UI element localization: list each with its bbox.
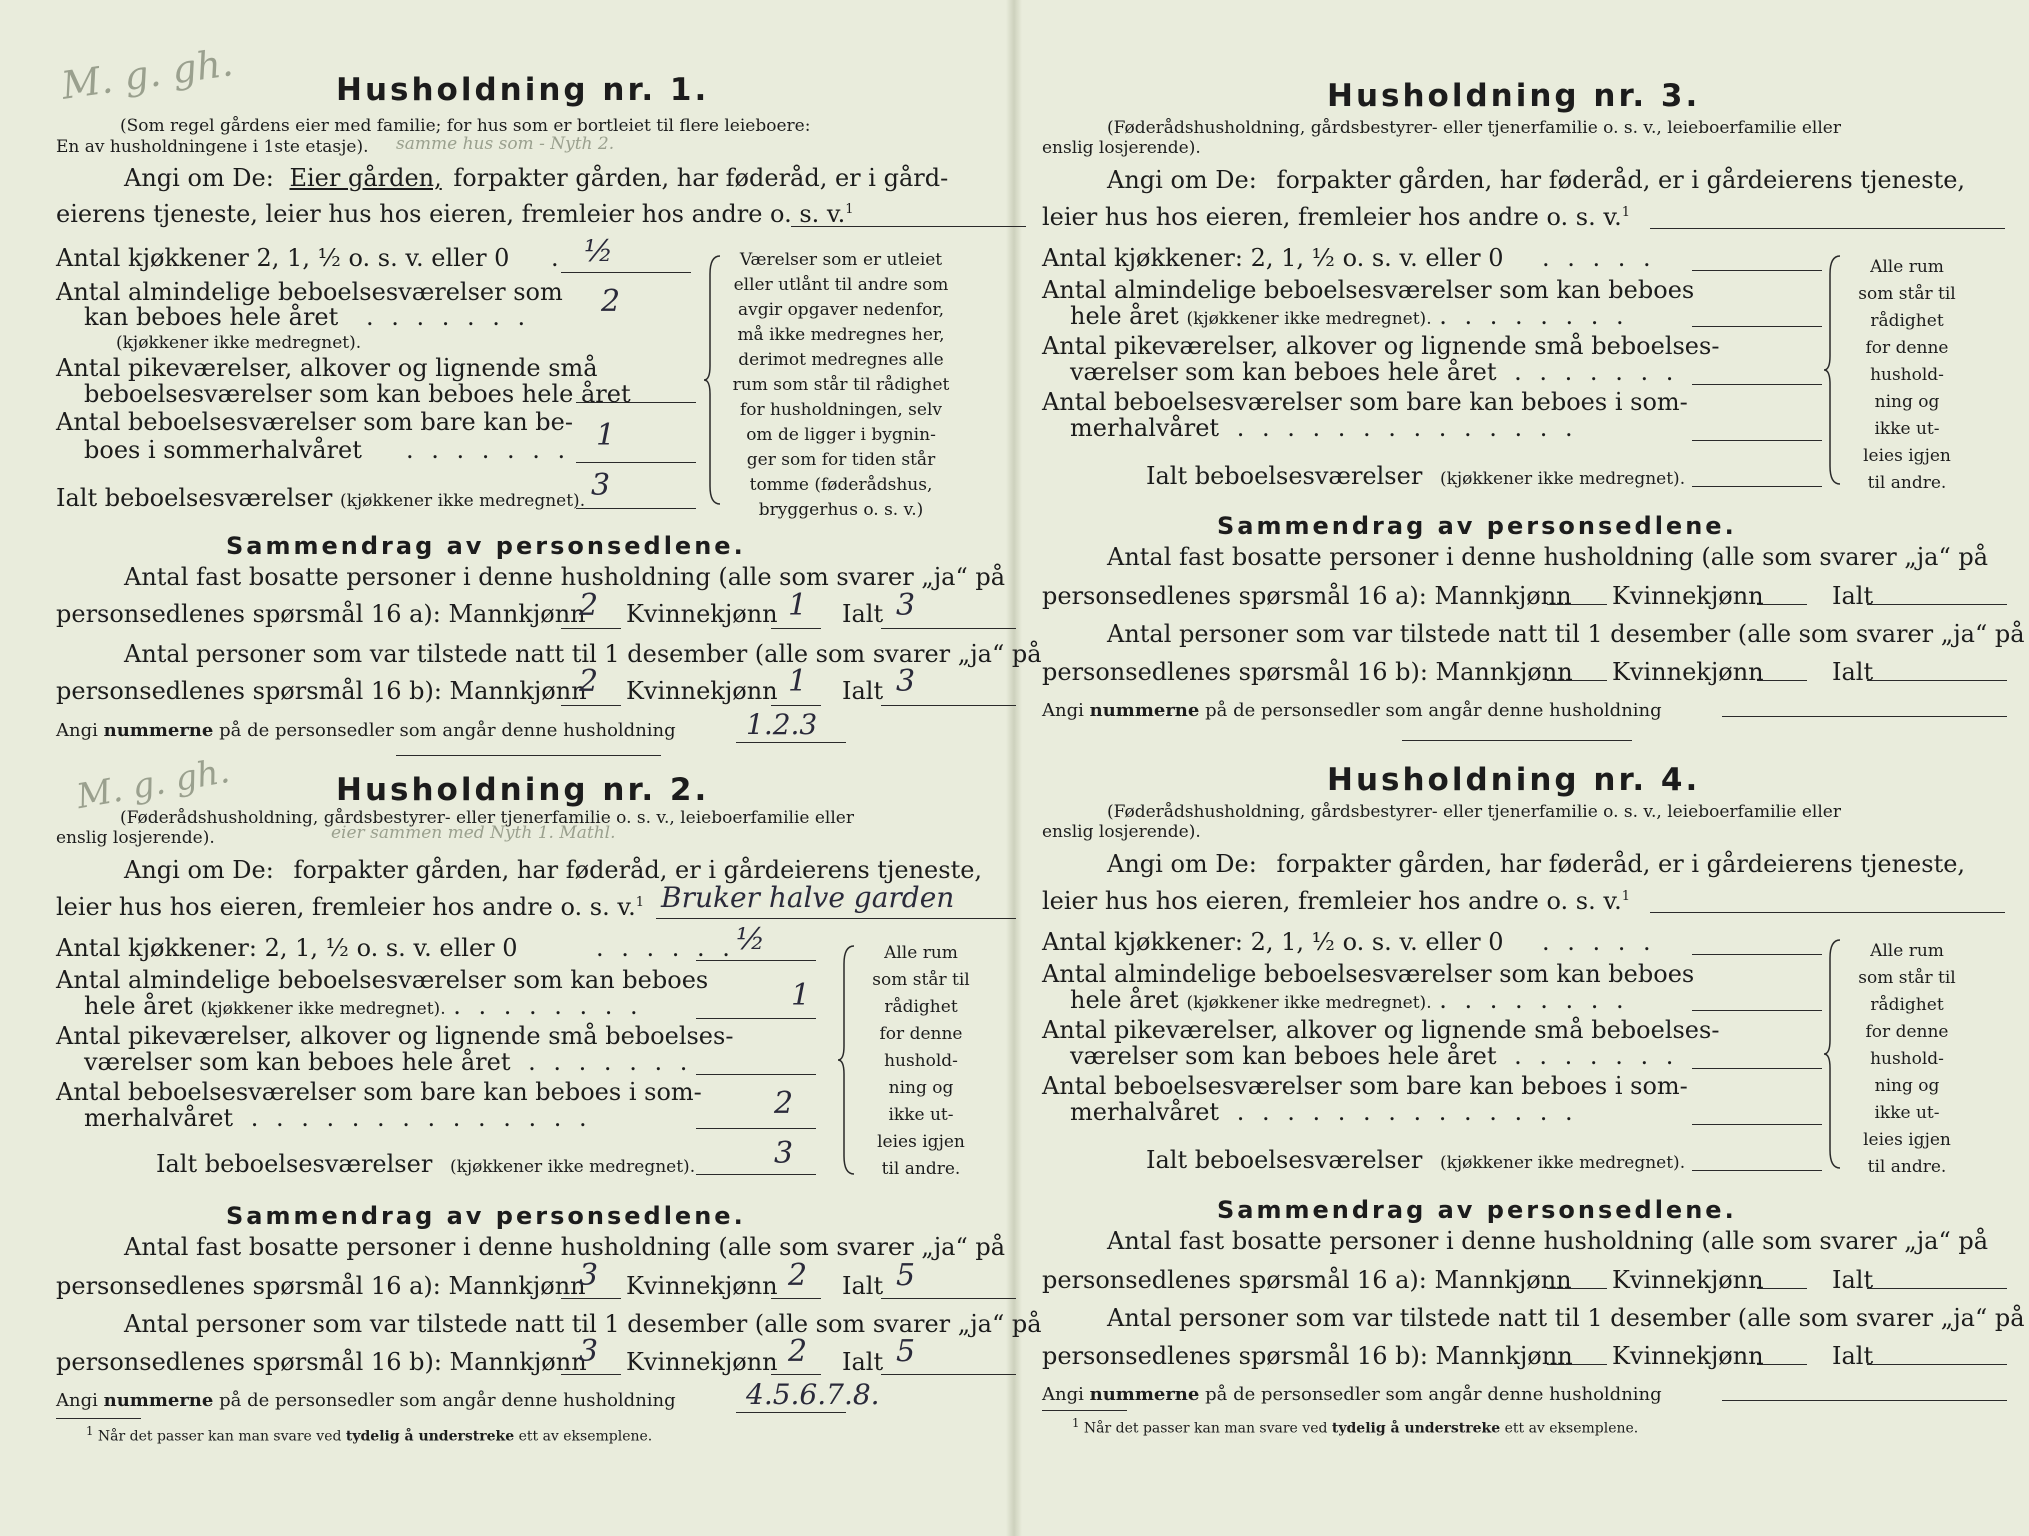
rooms-value[interactable]: 2 [601, 284, 621, 319]
numbers-row: Angi nummerne på de personsedler som angår denne husholdning [56, 1390, 676, 1411]
rooms-row-label: Antal almindelige beboelsesværelser som [56, 278, 563, 306]
footnote: $^1$ Når det passer kan man svare ved tydelig å understreke ett av eksemplene. [86, 1424, 653, 1445]
kitchens-value[interactable]: ½ [584, 234, 614, 269]
numbers-row: Angi nummerne på de personsedler som angår denne husholdning [1042, 1384, 1662, 1405]
resident-total-value[interactable]: 3 [896, 588, 916, 623]
resident-persons-row: personsedlenes spørsmål 16 a): Mannkjønn [56, 600, 586, 628]
pencil-mark: M. g. gh. [58, 40, 236, 108]
resident-male-value[interactable]: 2 [579, 588, 599, 623]
present-male-value[interactable]: 2 [579, 664, 599, 699]
person-numbers-value[interactable]: 1.2.3 [746, 708, 818, 741]
answer-line [791, 226, 1026, 227]
tenure-answer[interactable]: Bruker halve garden [661, 881, 955, 914]
household-1-intro-2: En av husholdningene i 1ste etasje). [56, 137, 369, 157]
summary-title: Sammendrag av personsedlene. [226, 532, 746, 560]
footnote: $^1$ Når det passer kan man svare ved tydelig å understreke ett av eksemplene. [1072, 1416, 1639, 1437]
side-note: Værelser som er utleiet eller utlånt til andre som avgir opgaver nedenfor, må ikke medregnes her, derimot medregnes alle rum som står til rådighet for husholdningen, selv om de ligger i bygnin- ger som for tiden står tomme (føderådshus, bryggerhus o. s. v.) [732, 250, 950, 520]
brace-icon [1824, 938, 1844, 1170]
resident-female-value[interactable]: 1 [788, 588, 808, 623]
pencil-note: samme hus som - Nyth 2. [396, 134, 615, 154]
household-3-title: Husholdning nr. 3. [1327, 78, 1701, 114]
person-numbers-value[interactable]: 4.5.6.7.8. [746, 1378, 880, 1411]
total-rooms-value[interactable]: 3 [591, 468, 611, 503]
small-rooms-row-label: Antal pikeværelser, alkover og lignende små [56, 354, 598, 382]
rooms-value[interactable]: 1 [791, 978, 811, 1013]
summer-rooms-value[interactable]: 1 [596, 418, 616, 453]
side-note: Alle rum som står til rådighet for denne hushold- ning og ikke ut- leies igjen til andre. [1858, 941, 1956, 1177]
present-persons-row: personsedlenes spørsmål 16 b): Mannkjønn [56, 677, 587, 705]
summer-rooms-row-label: Antal beboelsesværelser som bare kan be- [56, 408, 573, 436]
pencil-mark: M. g. gh. [73, 750, 233, 818]
resident-male-value[interactable]: 3 [579, 1258, 599, 1293]
resident-total-value[interactable]: 5 [896, 1258, 916, 1293]
household-1-intro: (Som regel gårdens eier med familie; for hus som er bortleiet til flere leieboere: [120, 116, 811, 136]
summary-title: Sammendrag av personsedlene. [226, 1202, 746, 1230]
total-rooms-value[interactable]: 3 [774, 1136, 794, 1171]
kitchens-value[interactable]: ½ [736, 922, 766, 957]
present-total-value[interactable]: 3 [896, 664, 916, 699]
brace-icon [704, 254, 724, 506]
resident-female-value[interactable]: 2 [788, 1258, 808, 1293]
summer-rooms-value[interactable]: 2 [774, 1086, 794, 1121]
answer-owner-underlined[interactable]: Eier gården, [289, 164, 442, 192]
summary-title: Sammendrag av personsedlene. [1217, 512, 1737, 540]
household-1-question-line-1: Angi om De: Eier gården, forpakter gården, har føderåd, er i gård- [124, 164, 949, 192]
left-page: M. g. gh. Husholdning nr. 1. (Som regel gårdens eier med familie; for hus som er bortleiet til flere leieboere: En av husholdningene i 1ste etasje). samme hus som - Nyth 2. Angi om De: Eier gården, forpakter gården, har føderåd, er i gård- eierens tjeneste, leier hus hos eieren, fremleier hos andre o. s. v.$^1$ Antal kjøkkener 2, 1, ½ o. s. v. eller 0 . ½ Antal almindelige beboelsesværelser som kan beboes hele året . . . . . . . 2 (kjøkkener ikke medregnet). Antal pikeværelser, alkover og lignende små beboelsesværelser som kan beboes hele året Antal beboelsesværelser som bare kan be- boes i sommerhalvåret . . . . . . . 1 Ialt beboelsesværelser (kjøkkener ikke medregnet). 3 Værelser som er utleiet eller utlånt til andre som avgir opgaver nedenfor, må ikke medregnes her, derimot medregnes alle rum som står til rådighet for husholdningen, selv om de ligger i bygnin- ger som for tiden står tomme (føderådshus, bryggerhus o. s. v.) Sammendrag av personsedlene. Antal fast bosatte personer i denne husholdning (alle som svarer „ja“ på personsedlenes spørsmål 16 a): Mannkjønn 2 Kvinnekjønn 1 Ialt 3 Antal personer som var tilstede natt til 1 desember (alle som svarer „ja“ på personsedlenes spørsmål 16 b): Mannkjønn 2 Kvinnekjønn 1 Ialt 3 Angi nummerne på de personsedler som angår denne husholdning 1.2.3 M. g. gh. Husholdning nr. 2. (Føderådshusholdning, gårdsbestyrer- eller tjenerfamilie o. s. v., leieboerfamilie eller enslig losjerende). eier sammen med Nyth 1. Mathl. Angi om De: forpakter gården, har føderåd, er i gårdeierens tjeneste, leier hus hos eieren, fremleier hos andre o. s. v.$^1$ Bruker halve garden Antal kjøkkener: 2, 1, ½ o. s. v. eller 0 . . . . . . ½ Antal almindelige beboelsesværelser som kan beboes hele året (kjøkkener ikke medregnet). . . . . . . . . 1 Antal pikeværelser, alkover og lignende små beboelses- værelser som kan beboes hele året . . . . . . . Antal beboelsesværelser som bare kan beboes i som- merhalvåret . . . . . . . . . . . . . . 2 Ialt beboelsesværelser (kjøkkener ikke medregnet). 3 Alle rum som står til rådighet for denne hushold- ning og ikke ut- leies igjen til andre. Sammendrag av personsedlene. Antal fast bosatte personer i denne husholdning (alle som svarer „ja“ på personsedlenes spørsmål 16 a): Mannkjønn 3 Kvinnekjønn 2 Ialt 5 Antal personer som var tilstede natt til 1 desember (alle som svarer „ja“ på personsedlenes spørsmål 16 b): Mannkjønn 3 Kvinnekjønn 2 Ialt 5 Angi nummerne på de personsedler som angår denne husholdning 4.5.6.7.8. $^1$ Når det passer kan man svare ved tydelig å understreke ett av eksemplene. [56, 40, 1042, 1445]
section-divider [1402, 740, 1632, 741]
household-1-title: Husholdning nr. 1. [336, 72, 710, 108]
household-2-title: Husholdning nr. 2. [336, 772, 710, 808]
right-page: Husholdning nr. 3. (Føderådshusholdning, gårdsbestyrer- eller tjenerfamilie o. s. v., leieboerfamilie eller enslig losjerende). Angi om De: forpakter gården, har føderåd, er i gårdeierens tjeneste, leier hus hos eieren, fremleier hos andre o. s. v.$^1$ Antal kjøkkener: 2, 1, ½ o. s. v. eller 0 . . . . . Antal almindelige beboelsesværelser som kan beboes hele året (kjøkkener ikke medregnet). . . . . . . . . Antal pikeværelser, alkover og lignende små beboelses- værelser som kan beboes hele året . . . . . . . Antal beboelsesværelser som bare kan beboes i som- merhalvåret . . . . . . . . . . . . . . Ialt beboelsesværelser (kjøkkener ikke medregnet). Alle rum som står til rådighet for denne hushold- ning og ikke ut- leies igjen til andre. Sammendrag av personsedlene. Antal fast bosatte personer i denne husholdning (alle som svarer „ja“ på personsedlenes spørsmål 16 a): Mannkjønn Kvinnekjønn Ialt Antal personer som var tilstede natt til 1 desember (alle som svarer „ja“ på personsedlenes spørsmål 16 b): Mannkjønn Kvinnekjønn Ialt Angi nummerne på de personsedler som angår denne husholdning Husholdning nr. 4. (Føderådshusholdning, gårdsbestyrer- eller tjenerfamilie o. s. v., leieboerfamilie eller enslig losjerende). Angi om De: forpakter gården, har føderåd, er i gårdeierens tjeneste, leier hus hos eieren, fremleier hos andre o. s. v.$^1$ Antal kjøkkener: 2, 1, ½ o. s. v. eller 0 . . . . . Antal almindelige beboelsesværelser som kan beboes hele året (kjøkkener ikke medregnet). . . . . . . . . Antal pikeværelser, alkover og lignende små beboelses- værelser som kan beboes hele året . . . . . . . Antal beboelsesværelser som bare kan beboes i som- merhalvåret . . . . . . . . . . . . . . Ialt beboelsesværelser (kjøkkener ikke medregnet). Alle rum som står til rådighet for denne hushold- ning og ikke ut- leies igjen til andre. Sammendrag av personsedlene. Antal fast bosatte personer i denne husholdning (alle som svarer „ja“ på personsedlenes spørsmål 16 a): Mannkjønn Kvinnekjønn Ialt Antal personer som var tilstede natt til 1 desember (alle som svarer „ja“ på personsedlenes spørsmål 16 b): Mannkjønn Kvinnekjønn Ialt Angi nummerne på de personsedler som angår denne husholdning $^1$ Når det passer kan man svare ved tydelig å understreke ett av eksemplene. [1042, 78, 2025, 1437]
side-note: Alle rum som står til rådighet for denne hushold- ning og ikke ut- leies igjen til andre. [1858, 257, 1956, 493]
household-4-title: Husholdning nr. 4. [1327, 762, 1701, 798]
brace-icon [1824, 254, 1844, 486]
side-note: Alle rum som står til rådighet for denne hushold- ning og ikke ut- leies igjen til andre. [872, 943, 970, 1179]
present-total-value[interactable]: 5 [896, 1334, 916, 1369]
numbers-row: Angi nummerne på de personsedler som angår denne husholdning [1042, 700, 1662, 721]
numbers-row: Angi nummerne på de personsedler som angår denne husholdning [56, 720, 676, 741]
pencil-note: eier sammen med Nyth 1. Mathl. [331, 823, 616, 843]
present-female-value[interactable]: 2 [788, 1334, 808, 1369]
total-rooms-row-label: Ialt beboelsesværelser (kjøkkener ikke medregnet). [56, 484, 586, 512]
present-female-value[interactable]: 1 [788, 664, 808, 699]
household-1-question-line-2: eierens tjeneste, leier hus hos eieren, fremleier hos andre o. s. v.$^1$ [56, 200, 854, 228]
brace-icon [838, 944, 858, 1176]
section-divider [396, 755, 661, 756]
present-male-value[interactable]: 3 [579, 1334, 599, 1369]
summary-title: Sammendrag av personsedlene. [1217, 1196, 1737, 1224]
kitchens-row-label: Antal kjøkkener 2, 1, ½ o. s. v. eller 0 [56, 244, 510, 272]
